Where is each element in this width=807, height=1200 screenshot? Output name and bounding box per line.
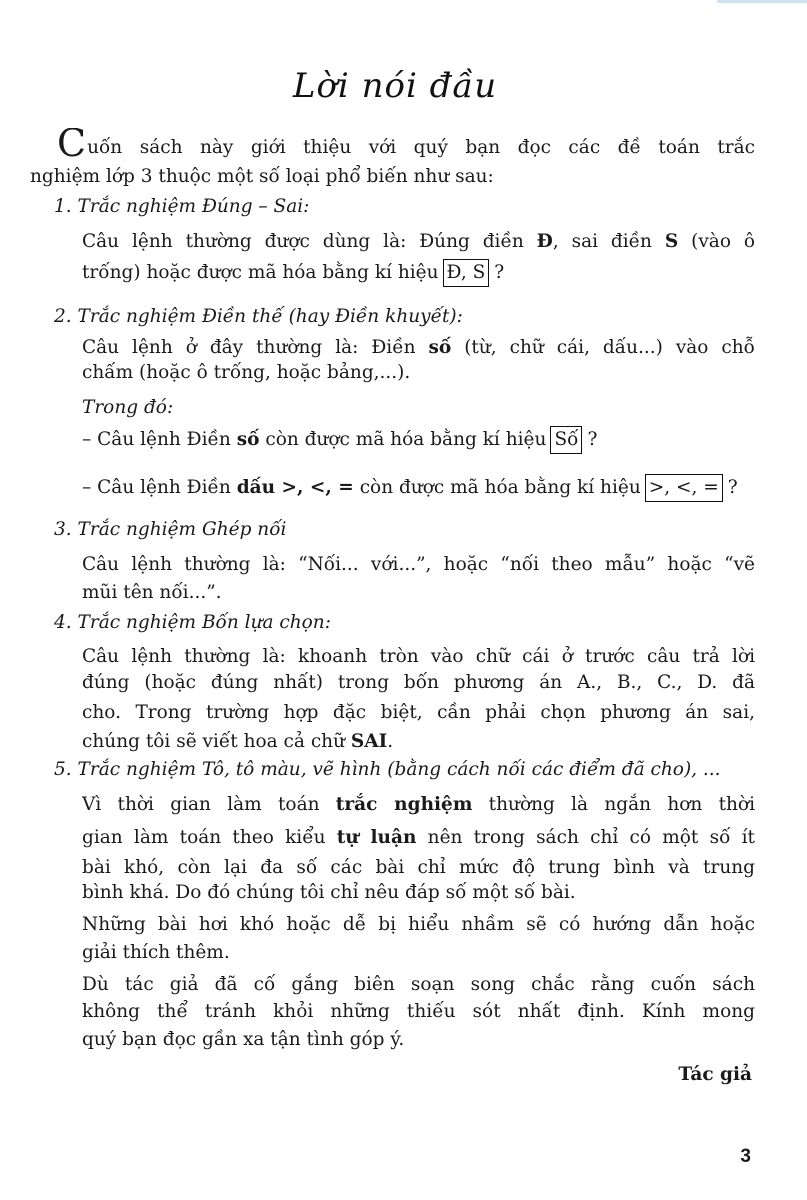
section-1-line — [82, 258, 504, 288]
text: nên trong sách chỉ có một số ít — [416, 827, 755, 848]
section-4-line: cho. Trong trường hợp đặc biệt, cần phải chọn phương án sai, — [82, 702, 755, 723]
scan-edge-line — [717, 0, 807, 3]
section-4-line — [82, 727, 393, 757]
text: ? — [494, 262, 505, 283]
bold-text: dấu >, <, = — [236, 477, 354, 498]
text: còn được mã hóa bằng kí hiệu — [259, 429, 547, 450]
section-5-line: bài khó, còn lại đa số các bài chỉ mức độ trung bình và trung — [82, 857, 755, 878]
text: Câu lệnh thường được dùng là: Đúng điền — [82, 231, 537, 252]
section-2-line: chấm (hoặc ô trống, hoặc bảng,...). — [82, 362, 411, 383]
bold-text: trắc nghiệm — [335, 794, 473, 815]
intro-line-2: nghiệm lớp 3 thuộc một số loại phổ biến như sau: — [30, 166, 494, 187]
section-3-line: mũi tên nối...”. — [82, 582, 222, 603]
section-4-line: Câu lệnh thường là: khoanh tròn vào chữ cái ở trước câu trả lời — [82, 646, 755, 667]
bold-text: SAI — [350, 731, 388, 752]
section-5-line: Những bài hơi khó hoặc dễ bị hiểu nhầm sẽ có hướng dẫn hoặc — [82, 914, 755, 935]
section-5-line: bình khá. Do đó chúng tôi chỉ nêu đáp số một số bài. — [82, 882, 576, 903]
drop-cap: C — [57, 128, 87, 158]
symbol-box: Số — [550, 426, 582, 454]
page-title: Lời nói đầu — [292, 66, 498, 106]
intro-text: uốn sách này giới thiệu với quý bạn đọc các đề toán trắc — [87, 137, 755, 158]
text: (vào ô — [678, 231, 755, 252]
text: , sai điền — [552, 231, 665, 252]
section-4-heading: 4. Trắc nghiệm Bốn lựa chọn: — [54, 612, 331, 633]
section-5-line: quý bạn đọc gần xa tận tình góp ý. — [82, 1029, 405, 1050]
section-2-line — [82, 425, 597, 455]
author-signature: Tác giả — [678, 1064, 752, 1085]
bold-text: S — [664, 231, 679, 252]
text: (từ, chữ cái, dấu...) vào chỗ — [451, 337, 755, 358]
section-4-line: đúng (hoặc đúng nhất) trong bốn phương án A., B., C., D. đã — [82, 672, 755, 693]
section-2-heading: 2. Trắc nghiệm Điền thế (hay Điền khuyết): — [54, 306, 463, 327]
symbol-box: >, <, = — [645, 474, 723, 502]
section-1-heading: 1. Trắc nghiệm Đúng – Sai: — [54, 196, 310, 217]
bold-text: tự luận — [336, 827, 417, 848]
text: Câu lệnh ở đây thường là: Điền — [82, 337, 429, 358]
text: chúng tôi sẽ viết hoa cả chữ — [82, 731, 351, 752]
symbol-box: Đ, S — [443, 259, 490, 287]
text: ? — [727, 477, 738, 498]
text: Vì thời gian làm toán — [82, 794, 336, 815]
bold-text: Đ — [536, 231, 553, 252]
section-2-line — [82, 473, 738, 503]
text: – Câu lệnh Điền — [82, 477, 237, 498]
text: – Câu lệnh Điền — [82, 429, 237, 450]
section-1-line — [82, 227, 755, 257]
section-2-line: Trong đó: — [82, 397, 174, 418]
page-number: 3 — [740, 1146, 751, 1167]
section-3-heading: 3. Trắc nghiệm Ghép nối — [54, 519, 287, 540]
text: . — [387, 731, 394, 752]
text: ? — [587, 429, 598, 450]
section-5-line — [82, 823, 755, 853]
section-5-heading: 5. Trắc nghiệm Tô, tô màu, vẽ hình (bằng cách nối các điểm đã cho), ... — [54, 759, 721, 780]
intro-line-1 — [57, 128, 755, 158]
text: còn được mã hóa bằng kí hiệu — [353, 477, 641, 498]
text: gian làm toán theo kiểu — [82, 827, 337, 848]
section-5-line: không thể tránh khỏi những thiếu sót nhất định. Kính mong — [82, 1001, 755, 1022]
section-3-line: Câu lệnh thường là: “Nối... với...”, hoặc “nối theo mẫu” hoặc “vẽ — [82, 554, 755, 575]
bold-text: số — [236, 429, 260, 450]
section-5-line: giải thích thêm. — [82, 942, 230, 963]
section-5-line — [82, 790, 755, 820]
bold-text: số — [428, 337, 452, 358]
section-5-line: Dù tác giả đã cố gắng biên soạn song chắc rằng cuốn sách — [82, 974, 755, 995]
text: trống) hoặc được mã hóa bằng kí hiệu — [82, 262, 439, 283]
text: thường là ngắn hơn thời — [472, 794, 755, 815]
